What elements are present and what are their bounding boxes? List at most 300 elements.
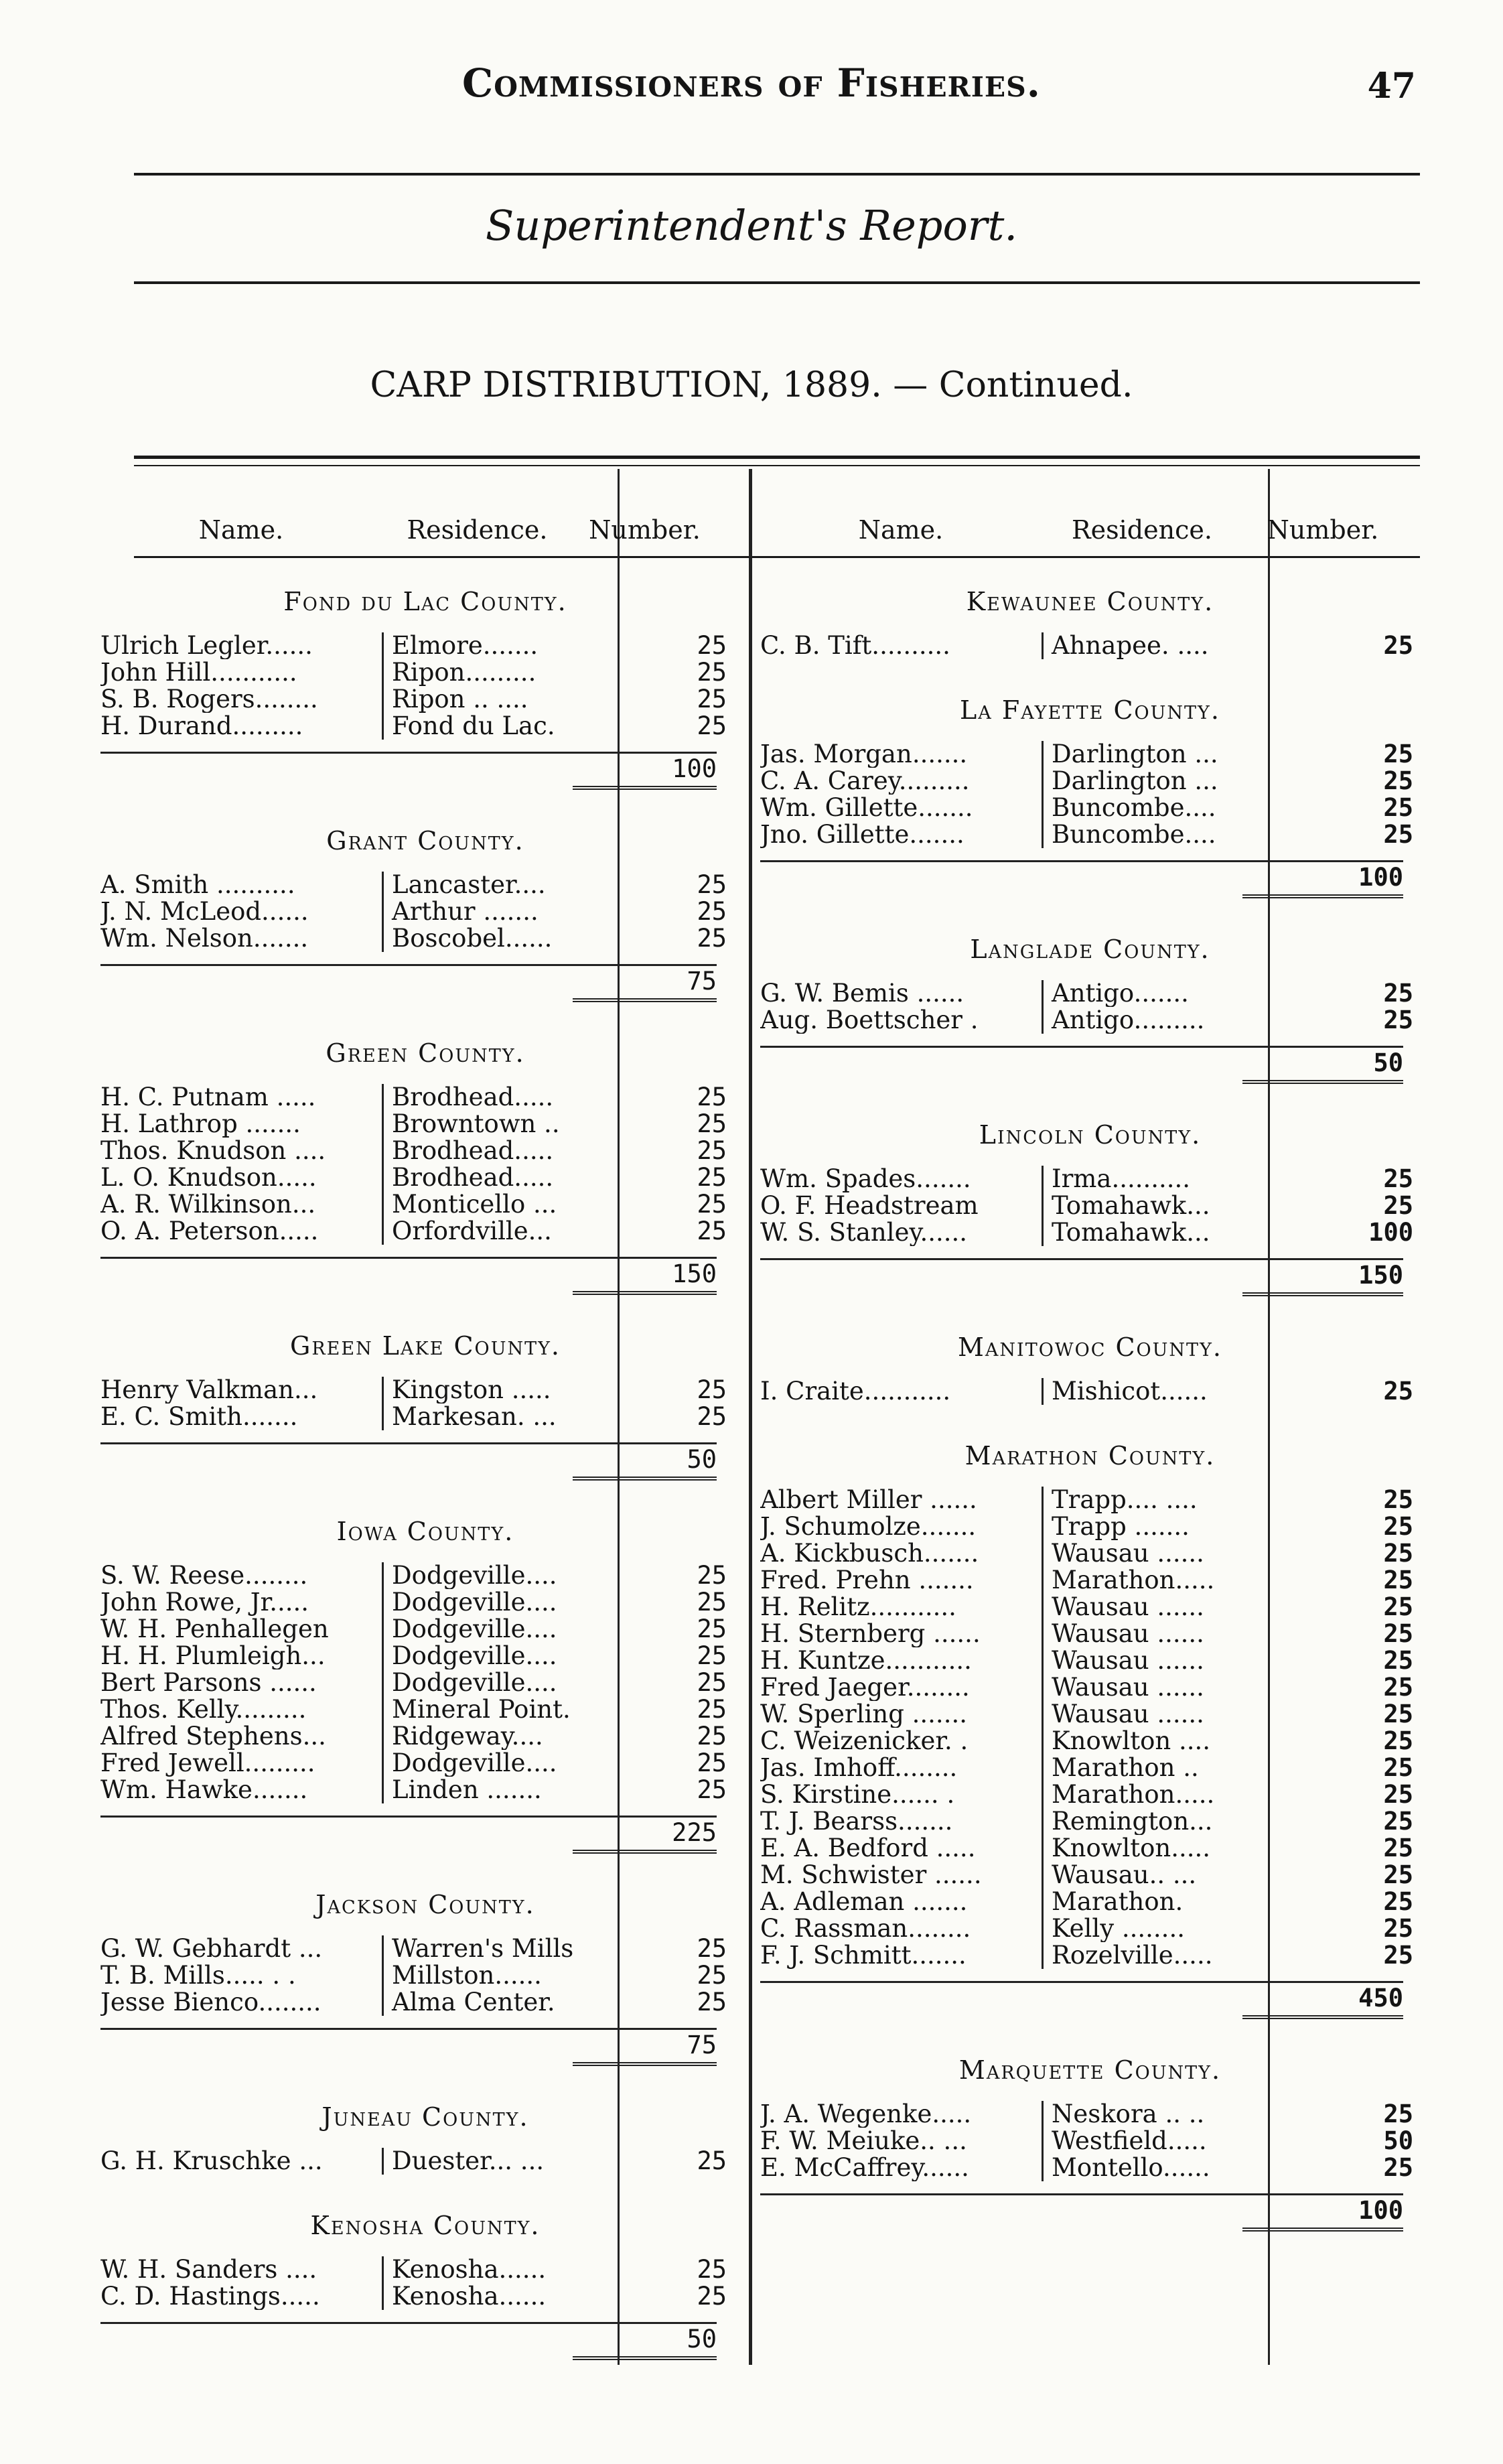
county-total-row [100, 1442, 717, 1481]
person-name: H. Relitz........... [760, 1594, 1044, 1621]
carp-count: 25 [697, 1136, 727, 1165]
carp-count: 25 [1383, 1941, 1413, 1970]
person-name: L. O. Knudson..... [100, 1164, 384, 1191]
person-name: Jas. Imhoff........ [760, 1755, 1044, 1781]
carp-count: 25 [697, 1722, 727, 1751]
table-row [100, 1935, 750, 1962]
county-total: 150 [1242, 1261, 1403, 1296]
residence: Elmore....... [392, 632, 539, 659]
table-row [100, 1084, 750, 1111]
residence: Brodhead..... [392, 1084, 554, 1111]
person-name: Alfred Stephens... [100, 1723, 384, 1750]
table-row [100, 2148, 750, 2175]
table-row [100, 1696, 750, 1723]
table-row [760, 1166, 1420, 1192]
person-name: Jesse Bienco........ [100, 1989, 384, 2016]
person-name: Wm. Gillette....... [760, 795, 1044, 821]
residence: Wausau.. ... [1052, 1862, 1197, 1889]
carp-count: 25 [697, 1217, 727, 1245]
residence: Mishicot...... [1052, 1378, 1208, 1405]
person-name: Fred. Prehn ....... [760, 1567, 1044, 1594]
county-section [760, 935, 1420, 1084]
county-title: Jackson County. [315, 1890, 535, 1919]
residence: Fond du Lac. [392, 713, 555, 740]
table-top-rule [134, 456, 1420, 459]
person-name: S. Kirstine...... . [760, 1781, 1044, 1808]
person-name: W. H. Sanders .... [100, 2256, 384, 2283]
table-row [760, 1647, 1420, 1674]
table-row [760, 1378, 1420, 1405]
carp-count: 25 [1383, 1006, 1413, 1034]
person-name: T. J. Bearss....... [760, 1808, 1044, 1835]
person-name: E. McCaffrey...... [760, 2154, 1044, 2181]
person-name: O. F. Headstream [760, 1192, 1044, 1219]
residence: Darlington ... [1052, 768, 1218, 795]
table-row [100, 1164, 750, 1191]
table-row [760, 1594, 1420, 1621]
carp-count: 25 [697, 1109, 727, 1138]
table-row [100, 686, 750, 713]
residence: Marathon. [1052, 1889, 1184, 1915]
county-total: 150 [573, 1259, 717, 1295]
carp-count: 25 [1383, 766, 1413, 795]
table-row [760, 741, 1420, 768]
carp-count: 25 [1383, 2100, 1413, 2128]
carp-count: 25 [1383, 1592, 1413, 1621]
residence: Wausau ...... [1052, 1540, 1204, 1567]
carp-count: 100 [1368, 1218, 1413, 1247]
residence: Rozelville..... [1052, 1942, 1213, 1969]
carp-count: 25 [1383, 1673, 1413, 1702]
person-name: J. N. McLeod...... [100, 898, 384, 925]
carp-count: 25 [697, 2146, 727, 2175]
table-row [100, 1138, 750, 1164]
county-total: 450 [1242, 1984, 1403, 2019]
col-name-header: Name. [858, 515, 944, 545]
person-name: G. W. Bemis ...... [760, 980, 1044, 1007]
person-name: E. A. Bedford ..... [760, 1835, 1044, 1862]
county-total-row [100, 752, 717, 790]
table-row [760, 795, 1420, 821]
carp-count: 25 [1383, 1512, 1413, 1541]
carp-count: 25 [1383, 1887, 1413, 1916]
subtitle-rule [134, 281, 1420, 284]
table-row [760, 1862, 1420, 1889]
person-name: J. A. Wegenke..... [760, 2101, 1044, 2128]
carp-count: 25 [697, 1588, 727, 1617]
table-row [760, 1219, 1420, 1246]
county-total: 50 [573, 2325, 717, 2360]
carp-count: 25 [697, 2255, 727, 2284]
table-row [760, 1487, 1420, 1513]
residence: Monticello ... [392, 1191, 557, 1218]
table-row [100, 659, 750, 686]
person-name: W. Sperling ....... [760, 1701, 1044, 1728]
table-row [760, 2154, 1420, 2181]
county-section [100, 1890, 750, 2066]
col-name-header: Name. [198, 515, 284, 545]
table-row [100, 2256, 750, 2283]
county-title: Green Lake County. [289, 1331, 561, 1361]
residence: Irma.......... [1052, 1166, 1191, 1192]
table-row [760, 2101, 1420, 2128]
person-name: Jas. Morgan....... [760, 741, 1044, 768]
carp-count: 25 [1383, 1164, 1413, 1193]
residence: Arthur ....... [392, 898, 539, 925]
carp-count: 25 [1383, 740, 1413, 768]
table-row [100, 1669, 750, 1696]
table-row [760, 1513, 1420, 1540]
residence: Dodgeville.... [392, 1750, 557, 1777]
table-row [760, 821, 1420, 848]
county-section [760, 1120, 1420, 1296]
table-row [760, 1755, 1420, 1781]
carp-count: 25 [1383, 631, 1413, 660]
county-total-row [760, 1046, 1403, 1084]
residence: Ahnapee. .... [1052, 632, 1209, 659]
table-row [760, 1540, 1420, 1567]
table-row [100, 1643, 750, 1669]
carp-count: 25 [1383, 1700, 1413, 1728]
carp-count: 25 [697, 1163, 727, 1192]
person-name: C. Weizenicker. . [760, 1728, 1044, 1755]
table-row [760, 768, 1420, 795]
table-row [100, 1723, 750, 1750]
carp-count: 25 [697, 1668, 727, 1697]
person-name: I. Craite........... [760, 1378, 1044, 1405]
residence: Kingston ..... [392, 1377, 551, 1404]
county-total-row [100, 964, 717, 1002]
table-row [760, 1808, 1420, 1835]
county-total-row [100, 1257, 717, 1295]
person-name: J. Schumolze....... [760, 1513, 1044, 1540]
person-name: Wm. Nelson....... [100, 925, 384, 952]
residence: Knowlton..... [1052, 1835, 1211, 1862]
residence: Wausau ...... [1052, 1701, 1204, 1728]
table-row [100, 632, 750, 659]
county-total: 100 [1242, 863, 1403, 898]
person-name: O. A. Peterson..... [100, 1218, 384, 1245]
person-name: S. W. Reese........ [100, 1562, 384, 1589]
residence: Millston...... [392, 1962, 542, 1989]
table-row [760, 1621, 1420, 1647]
person-name: T. B. Mills..... . . [100, 1962, 384, 1989]
table-row [760, 1192, 1420, 1219]
table-row [100, 1404, 750, 1430]
county-title: Manitowoc County. [958, 1332, 1222, 1362]
carp-count: 25 [1383, 793, 1413, 822]
residence: Dodgeville.... [392, 1616, 557, 1643]
person-name: S. B. Rogers........ [100, 686, 384, 713]
table-title: CARP DISTRIBUTION, 1889. — Continued. [370, 365, 1133, 405]
county-title: Kewaunee County. [966, 587, 1214, 616]
residence: Linden ....... [392, 1777, 542, 1803]
person-name: C. D. Hastings..... [100, 2283, 384, 2310]
county-section [760, 1441, 1420, 2019]
residence: Tomahawk... [1052, 1219, 1210, 1246]
carp-count: 25 [1383, 1619, 1413, 1648]
carp-count: 25 [1383, 979, 1413, 1008]
carp-count: 25 [1383, 1539, 1413, 1568]
person-name: H. Lathrop ....... [100, 1111, 384, 1138]
table-row [100, 1589, 750, 1616]
carp-count: 25 [697, 1375, 727, 1404]
carp-count: 25 [697, 1641, 727, 1670]
person-name: Wm. Hawke....... [100, 1777, 384, 1803]
person-name: Albert Miller ...... [760, 1487, 1044, 1513]
county-title: Fond du Lac County. [283, 587, 567, 616]
carp-count: 25 [1383, 1780, 1413, 1809]
person-name: M. Schwister ...... [760, 1862, 1044, 1889]
county-title: Lincoln County. [979, 1120, 1202, 1150]
carp-count: 25 [697, 631, 727, 660]
carp-count: 25 [1383, 2153, 1413, 2182]
table-row [100, 925, 750, 952]
col-number-header: Number. [589, 515, 701, 545]
carp-count: 25 [1383, 1726, 1413, 1755]
residence: Ridgeway.... [392, 1723, 543, 1750]
person-name: Henry Valkman... [100, 1377, 384, 1404]
residence: Brodhead..... [392, 1164, 554, 1191]
residence: Darlington ... [1052, 741, 1218, 768]
residence: Dodgeville.... [392, 1589, 557, 1616]
county-total: 225 [573, 1818, 717, 1854]
carp-count: 25 [697, 1083, 727, 1111]
carp-count: 25 [697, 1934, 727, 1963]
page-number: 47 [1367, 66, 1416, 107]
carp-count: 25 [697, 1749, 727, 1777]
county-section [760, 1332, 1420, 1405]
person-name: A. Adleman ....... [760, 1889, 1044, 1915]
carp-count: 25 [697, 1561, 727, 1590]
person-name: H. H. Plumleigh... [100, 1643, 384, 1669]
carp-count: 25 [1383, 1485, 1413, 1514]
carp-count: 25 [1383, 1646, 1413, 1675]
county-total-row [100, 2322, 717, 2360]
county-title: Kenosha County. [310, 2211, 541, 2240]
residence: Warren's Mills [392, 1935, 574, 1962]
county-total-row [760, 2193, 1403, 2232]
col-residence-header: Residence. [407, 515, 548, 545]
residence: Brodhead..... [392, 1138, 554, 1164]
county-total: 50 [573, 1445, 717, 1481]
table-row [100, 2283, 750, 2310]
carp-count: 25 [697, 1775, 727, 1804]
person-name: E. C. Smith....... [100, 1404, 384, 1430]
county-section [760, 695, 1420, 898]
person-name: C. A. Carey......... [760, 768, 1044, 795]
carp-count: 25 [697, 658, 727, 687]
residence: Knowlton .... [1052, 1728, 1211, 1755]
carp-count: 25 [697, 711, 727, 740]
residence: Trapp ....... [1052, 1513, 1190, 1540]
table-row [100, 1111, 750, 1138]
table-row [760, 1942, 1420, 1969]
county-section [100, 1331, 750, 1481]
residence: Wausau ...... [1052, 1647, 1204, 1674]
residence: Markesan. ... [392, 1404, 557, 1430]
table-row [100, 1562, 750, 1589]
carp-count: 25 [697, 1988, 727, 2016]
county-section [760, 587, 1420, 659]
residence: Ripon......... [392, 659, 536, 686]
left-column-header [100, 509, 750, 551]
residence: Westfield..... [1052, 2128, 1207, 2154]
person-name: W. S. Stanley...... [760, 1219, 1044, 1246]
table-row [100, 1777, 750, 1803]
county-total-row [100, 2028, 717, 2066]
residence: Boscobel...... [392, 925, 553, 952]
table-row [100, 1218, 750, 1245]
right-column [760, 509, 1420, 2232]
residence: Dodgeville.... [392, 1643, 557, 1669]
residence: Alma Center. [392, 1989, 555, 2016]
carp-count: 25 [1383, 1860, 1413, 1889]
table-row [100, 1191, 750, 1218]
person-name: Ulrich Legler...... [100, 632, 384, 659]
table-row [100, 713, 750, 740]
residence: Wausau ...... [1052, 1674, 1204, 1701]
residence: Tomahawk... [1052, 1192, 1210, 1219]
residence: Browntown .. [392, 1111, 560, 1138]
person-name: Aug. Boettscher . [760, 1007, 1044, 1034]
table-row [100, 872, 750, 898]
carp-count: 25 [697, 870, 727, 899]
residence: Antigo......... [1052, 1007, 1205, 1034]
county-title: Juneau County. [321, 2102, 529, 2132]
residence: Dodgeville.... [392, 1669, 557, 1696]
report-subtitle: Superintendent's Report. [485, 201, 1018, 250]
table-row [760, 1835, 1420, 1862]
residence: Ripon .. .... [392, 686, 528, 713]
county-section [100, 2211, 750, 2360]
table-row [100, 1616, 750, 1643]
table-top-rule-thin [134, 465, 1420, 466]
table-row [760, 1889, 1420, 1915]
person-name: Jno. Gillette....... [760, 821, 1044, 848]
person-name: G. W. Gebhardt ... [100, 1935, 384, 1962]
table-row [100, 1377, 750, 1404]
county-total: 50 [1242, 1048, 1403, 1084]
residence: Buncombe.... [1052, 821, 1216, 848]
residence: Lancaster.... [392, 872, 546, 898]
left-column [100, 509, 750, 2360]
table-row [760, 980, 1420, 1007]
table-row [100, 1989, 750, 2016]
carp-count: 25 [697, 1695, 727, 1724]
carp-count: 25 [697, 924, 727, 953]
carp-count: 25 [697, 685, 727, 713]
person-name: Fred Jewell......... [100, 1750, 384, 1777]
table-row [100, 1962, 750, 1989]
county-title: Iowa County. [336, 1517, 514, 1546]
table-row [760, 1567, 1420, 1594]
person-name: C. B. Tift.......... [760, 632, 1044, 659]
col-residence-header: Residence. [1072, 515, 1212, 545]
person-name: H. C. Putnam ..... [100, 1084, 384, 1111]
person-name: F. W. Meiuke.. ... [760, 2128, 1044, 2154]
left-sections [100, 587, 750, 2360]
residence: Duester... ... [392, 2148, 545, 2175]
county-title: Grant County. [326, 826, 524, 855]
page-header-title: Commissioners of Fisheries. [462, 60, 1041, 106]
header-rule [134, 173, 1420, 176]
person-name: Bert Parsons ...... [100, 1669, 384, 1696]
table-row [760, 1915, 1420, 1942]
carp-count: 25 [1383, 1377, 1413, 1406]
county-total-row [100, 1816, 717, 1854]
person-name: H. Sternberg ...... [760, 1621, 1044, 1647]
county-section [100, 2102, 750, 2175]
person-name: G. H. Kruschke ... [100, 2148, 384, 2175]
person-name: Thos. Kelly......... [100, 1696, 384, 1723]
county-section [760, 2055, 1420, 2232]
county-total: 75 [573, 2031, 717, 2066]
right-column-header [760, 509, 1420, 551]
county-title: Green County. [326, 1038, 525, 1068]
carp-count: 25 [1383, 1566, 1413, 1594]
person-name: A. Smith .......... [100, 872, 384, 898]
county-title: Langlade County. [970, 935, 1210, 964]
col-number-header: Number. [1267, 515, 1379, 545]
carp-count: 25 [697, 897, 727, 926]
table-row [760, 1728, 1420, 1755]
person-name: C. Rassman........ [760, 1915, 1044, 1942]
carp-count: 25 [1383, 1191, 1413, 1220]
county-title: Marquette County. [958, 2055, 1222, 2085]
carp-count: 25 [697, 2282, 727, 2311]
county-total: 100 [573, 754, 717, 790]
county-total-row [760, 1981, 1403, 2019]
table-row [100, 1750, 750, 1777]
residence: Antigo....... [1052, 980, 1189, 1007]
table-row [760, 2128, 1420, 2154]
residence: Remington... [1052, 1808, 1213, 1835]
person-name: H. Durand......... [100, 713, 384, 740]
residence: Mineral Point. [392, 1696, 571, 1723]
carp-count: 25 [697, 1402, 727, 1431]
person-name: Fred Jaeger........ [760, 1674, 1044, 1701]
residence: Buncombe.... [1052, 795, 1216, 821]
carp-count: 25 [697, 1615, 727, 1643]
county-title: Marathon County. [964, 1441, 1216, 1470]
carp-count: 25 [697, 1190, 727, 1219]
county-total: 100 [1242, 2196, 1403, 2232]
residence: Kenosha...... [392, 2256, 547, 2283]
residence: Marathon .. [1052, 1755, 1199, 1781]
person-name: A. Kickbusch....... [760, 1540, 1044, 1567]
residence: Kenosha...... [392, 2283, 547, 2310]
table-row [760, 1007, 1420, 1034]
county-total-row [760, 1258, 1403, 1296]
table-row [760, 1781, 1420, 1808]
person-name: A. R. Wilkinson... [100, 1191, 384, 1218]
carp-count: 25 [1383, 1914, 1413, 1943]
carp-count: 25 [1383, 1834, 1413, 1862]
residence: Montello...... [1052, 2154, 1210, 2181]
residence: Dodgeville.... [392, 1562, 557, 1589]
person-name: John Rowe, Jr..... [100, 1589, 384, 1616]
table-row [100, 898, 750, 925]
carp-count: 25 [1383, 1807, 1413, 1836]
person-name: John Hill........... [100, 659, 384, 686]
residence: Wausau ...... [1052, 1621, 1204, 1647]
person-name: Wm. Spades....... [760, 1166, 1044, 1192]
county-title: La Fayette County. [960, 695, 1220, 725]
person-name: H. Kuntze........... [760, 1647, 1044, 1674]
carp-count: 25 [1383, 1753, 1413, 1782]
county-total: 75 [573, 967, 717, 1002]
